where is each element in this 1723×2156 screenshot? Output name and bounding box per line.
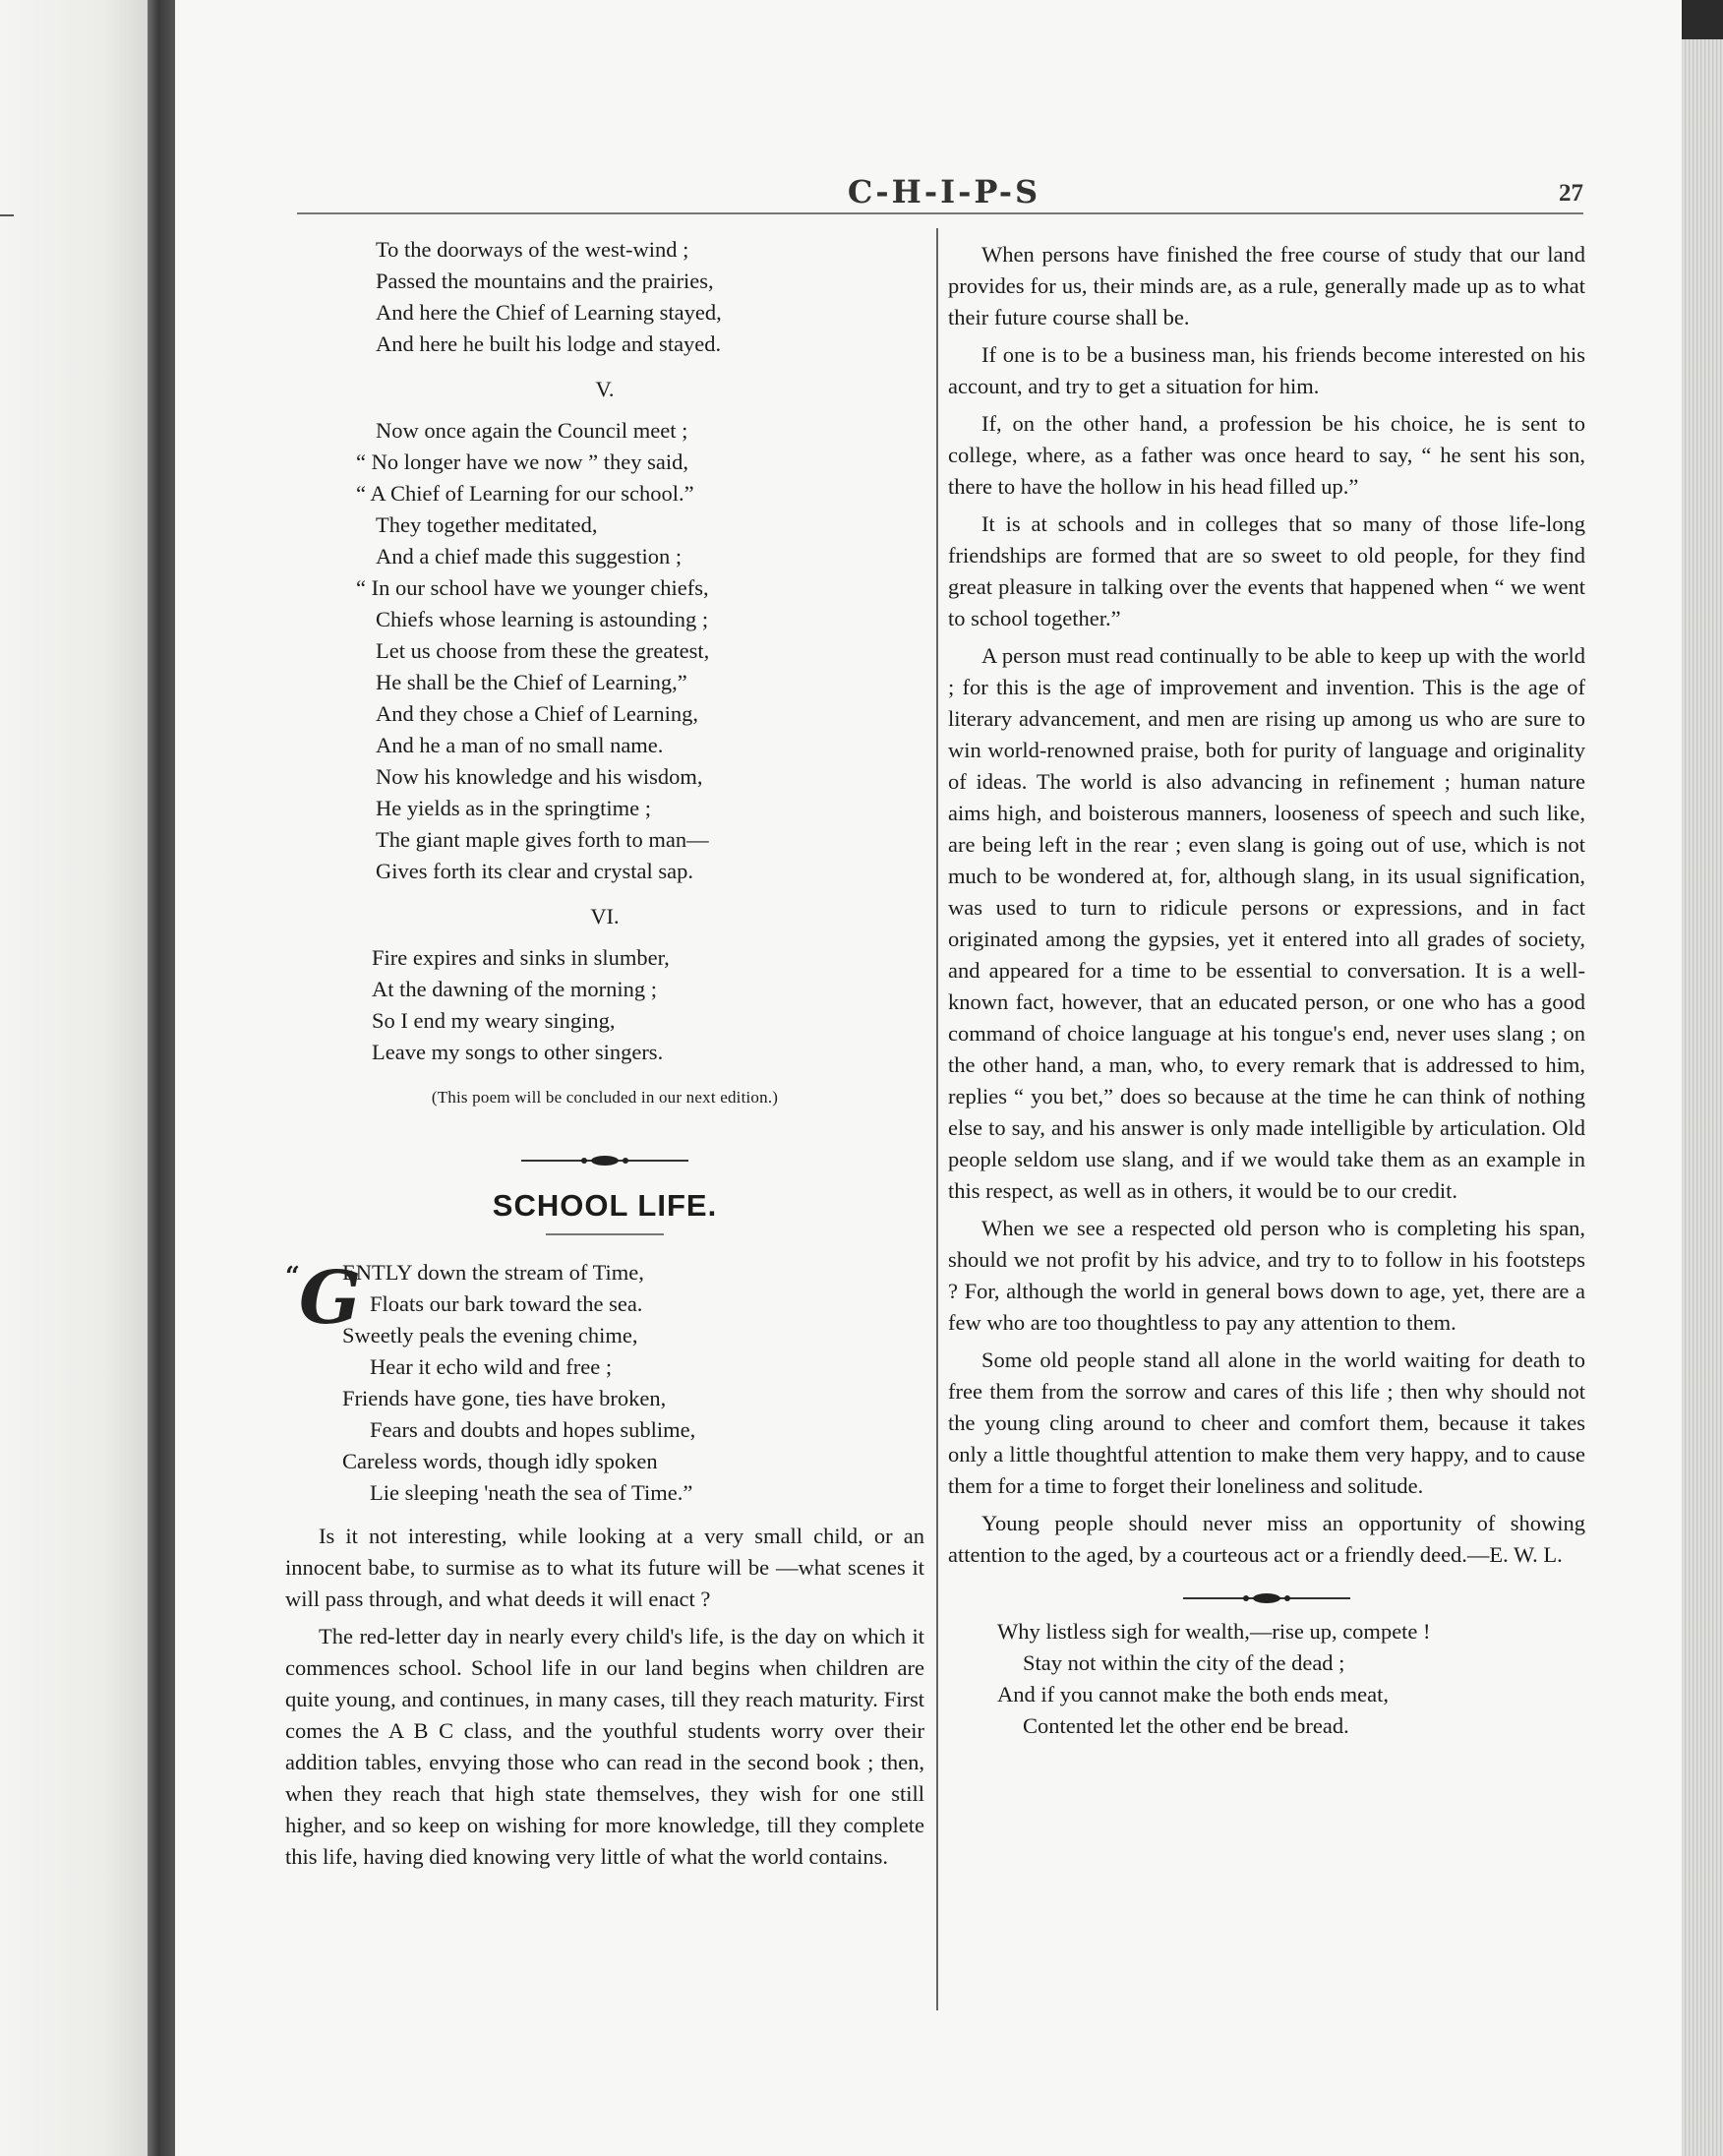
closing-verse <box>948 1616 1585 1742</box>
continuation-note: (This poem will be concluded in our next edition.) <box>431 1088 779 1107</box>
book-gutter <box>148 0 175 2156</box>
verse-line: He yields as in the springtime ; <box>376 796 651 820</box>
ornament-divider <box>1183 1590 1350 1606</box>
verse-line: Passed the mountains and the prairies, <box>376 269 714 293</box>
body-paragraph: When persons have finished the free course of study that our land provides for us, their minds are, as a rule, generally made up as to what their future course shall be. <box>948 242 1585 329</box>
facing-page-mark <box>0 214 14 216</box>
verse-line: Lie sleeping 'neath the sea of Time.” <box>370 1480 693 1505</box>
verse-line: Let us choose from these the greatest, <box>376 638 710 663</box>
verse-line: Careless words, though idly spoken <box>342 1449 658 1473</box>
body-paragraph: Some old people stand all alone in the world waiting for death to free them from the sorrow and cares of this life ; then why should not the young cling around to cheer and comfort them, because it takes only a little thoughtful attention to make them very happy, and to cause them for a time to forget their loneliness and solitude. <box>948 1348 1585 1498</box>
header-rule <box>297 212 1583 214</box>
verse-line: Why listless sigh for wealth,—rise up, compete ! <box>997 1619 1431 1644</box>
verse-line: Hear it echo wild and free ; <box>370 1354 613 1379</box>
verse-line: Floats our bark toward the sea. <box>370 1291 643 1316</box>
verse-line: Stay not within the city of the dead ; <box>1023 1650 1345 1675</box>
facing-page-edge <box>0 0 148 2156</box>
stanza-number: VI. <box>590 904 620 928</box>
verse-line: To the doorways of the west-wind ; <box>376 237 689 262</box>
verse-line: They together meditated, <box>376 512 598 537</box>
body-paragraph: If, on the other hand, a profession be his choice, he is sent to college, where, as a father was once heard to say, “ he sent his son, there to have the hollow in his head filled up.” <box>948 411 1585 499</box>
section-title: SCHOOL LIFE. <box>492 1188 718 1223</box>
right-column <box>948 239 1585 1742</box>
verse-line: And if you cannot make the both ends meat, <box>997 1682 1390 1707</box>
body-paragraph: It is at schools and in colleges that so many of those life-long friendships are formed that are so sweet to old people, for they find great pleasure in talking over the events that happened when “ we went to school together.” <box>948 511 1585 630</box>
verse-line: Contented let the other end be bread. <box>1023 1713 1349 1738</box>
verse-line: He shall be the Chief of Learning,” <box>376 670 687 694</box>
poem-stanza-vi <box>285 942 924 1068</box>
verse-line: At the dawning of the morning ; <box>372 977 657 1001</box>
verse-line: “ In our school have we younger chiefs, <box>356 575 709 600</box>
verse-line: The giant maple gives forth to man— <box>376 827 709 852</box>
drop-cap <box>285 1255 362 1342</box>
body-paragraph: When we see a respected old person who is completing his span, should we not profit by his advice, and try to to follow in his footsteps ? For, although the world in general bows down to age, yet, there are a few who are too thoughtless to pay any attention to them. <box>948 1216 1585 1335</box>
verse-line: Friends have gone, ties have broken, <box>342 1386 667 1410</box>
verse-line: And here the Chief of Learning stayed, <box>376 300 722 325</box>
body-paragraph: A person must read continually to be able to keep up with the world ; for this is the age of improvement and invention. This is the age of literary advancement, and men are rising up among us who are sure to win world-renowned praise, both for purity of language and originality of ideas. The world is also advancing in refinement ; human nature aims high, and boisterous manners, looseness of speech and such like, are being left in the rear ; even slang is going out of use, which is not much to be wondered at, for, although slang, in its usual signification, was used to turn to ridicule persons or expressions, and in fact originated among the gypsies, yet it entered into all grades of society, and appeared for a time to be essential to conversation. It is a well-known fact, however, that an educated person, or one who has a good command of choice language at his tongue's end, never uses slang ; on the other hand, a man, who, to every remark that is addressed to him, replies “ you bet,” does so because at the time he can think of nothing else to say, and his answer is only made intelligible by articulation. Old people seldom use slang, and if we would take them as an example in this respect, as well as in others, it would be to our credit. <box>948 643 1585 1203</box>
left-column <box>285 234 924 1879</box>
verse-line: Sweetly peals the evening chime, <box>342 1323 638 1348</box>
verse-line: Gives forth its clear and crystal sap. <box>376 859 694 883</box>
drop-cap-letter: G <box>299 1256 362 1341</box>
verse-line: Fears and doubts and hopes sublime, <box>370 1417 696 1442</box>
poem-stanza-v <box>285 415 924 887</box>
title-underline <box>546 1233 664 1235</box>
running-header-title: C-H-I-P-S <box>847 173 1041 210</box>
ornament-divider <box>521 1153 688 1168</box>
verse-line: ENTLY down the stream of Time, <box>342 1260 644 1285</box>
verse-line: Chiefs whose learning is astounding ; <box>376 607 709 631</box>
page-stack-edge <box>1682 39 1723 2156</box>
page-number: 27 <box>1559 180 1583 207</box>
verse-line: And a chief made this suggestion ; <box>376 544 683 569</box>
verse-line: So I end my weary singing, <box>372 1008 616 1033</box>
verse-line: Leave my songs to other singers. <box>372 1040 664 1064</box>
verse-line: “ A Chief of Learning for our school.” <box>356 481 694 506</box>
body-paragraph: Young people should never miss an opportunity of showing attention to the aged, by a courteous act or a friendly deed.—E. W. L. <box>948 1511 1585 1567</box>
verse-line: And he a man of no small name. <box>376 733 664 757</box>
body-paragraph: The red-letter day in nearly every child's life, is the day on which it commences school. School life in our land begins when children are quite young, and continues, in many cases, till they reach maturity. First comes the A B C class, and the youthful students worry over their addition tables, envying those who can read in the second book ; then, when they reach that high state themselves, they wish for one still higher, and so keep on wishing for more knowledge, till they complete this life, having died knowing very little of what the world contains. <box>285 1624 924 1869</box>
poem-stanza-iv-end <box>285 234 924 360</box>
left-body-text <box>285 1521 924 1873</box>
stanza-number: V. <box>595 377 615 401</box>
verse-line: Now once again the Council meet ; <box>376 418 688 443</box>
body-paragraph: If one is to be a business man, his friends become interested on his account, and try to get a situation for him. <box>948 342 1585 398</box>
epigraph-poem <box>285 1257 924 1509</box>
verse-line: And here he built his lodge and stayed. <box>376 331 722 356</box>
verse-line: And they chose a Chief of Learning, <box>376 701 699 726</box>
body-paragraph: Is it not interesting, while looking at a very small child, or an innocent babe, to surmise as to what its future will be —what scenes it will pass through, and what deeds it will enact ? <box>285 1524 924 1611</box>
verse-line: Now his knowledge and his wisdom, <box>376 764 703 789</box>
verse-line: “ No longer have we now ” they said, <box>356 449 689 474</box>
column-divider <box>936 228 938 2010</box>
drop-cap-quote: “ <box>285 1262 300 1291</box>
verse-line: Fire expires and sinks in slumber, <box>372 945 670 970</box>
